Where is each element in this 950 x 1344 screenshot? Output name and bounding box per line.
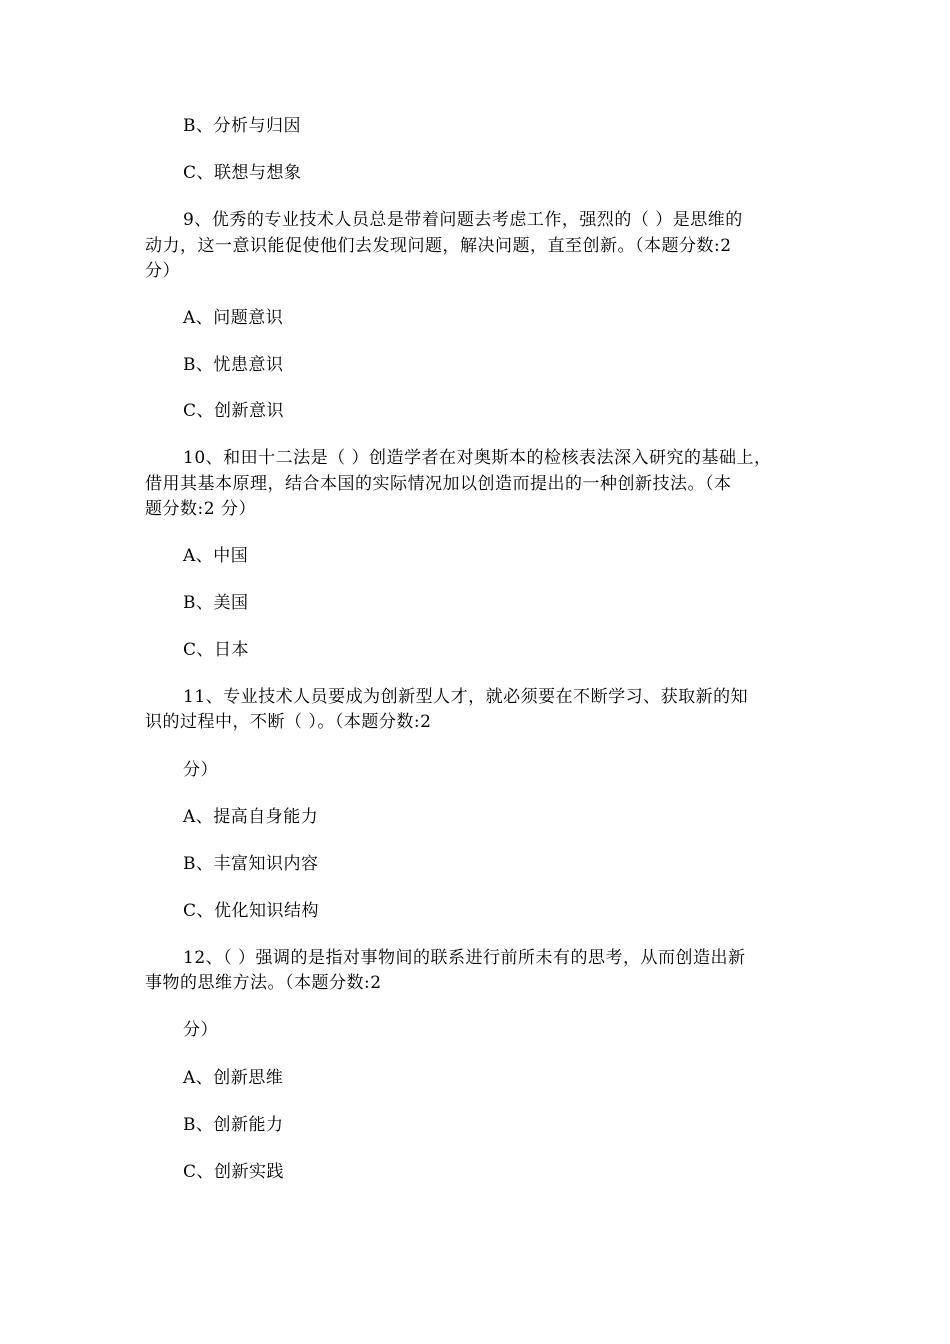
question-11-line-1: 11、专业技术人员要成为创新型人才，就必须要在不断学习、获取新的知 — [183, 687, 749, 707]
question-9-line-1: 9、优秀的专业技术人员总是带着问题去考虑工作，强烈的（ ）是思维的 — [183, 210, 743, 230]
question-11-line-2: 识的过程中，不断（ ）。（本题分数:2 — [145, 712, 432, 732]
question-11-option-a: A、提高自身能力 — [183, 807, 319, 827]
option-prev-b: B、分析与归因 — [183, 116, 301, 136]
question-12-option-b: B、创新能力 — [183, 1115, 284, 1135]
question-11-line-3: 分） — [183, 760, 218, 780]
question-10-option-b: B、美国 — [183, 593, 249, 613]
question-12-line-1: 12、（ ）强调的是指对事物间的联系进行前所未有的思考，从而创造出新 — [183, 948, 746, 968]
question-10-option-a: A、中国 — [183, 546, 249, 566]
question-10-option-c: C、日本 — [183, 640, 250, 660]
question-11-option-c: C、优化知识结构 — [183, 901, 320, 921]
question-12-line-3: 分） — [183, 1020, 218, 1040]
question-12-line-2: 事物的思维方法。（本题分数:2 — [145, 973, 382, 993]
question-10-line-1: 10、和田十二法是（ ）创造学者在对奥斯本的检核表法深入研究的基础上， — [183, 448, 772, 468]
question-11-option-b: B、丰富知识内容 — [183, 854, 319, 874]
question-10-line-2: 借用其基本原理，结合本国的实际情况加以创造而提出的一种创新技法。（本 — [145, 474, 732, 494]
question-9-option-b: B、忧患意识 — [183, 355, 284, 375]
question-9-option-a: A、问题意识 — [183, 308, 284, 328]
question-9-option-c: C、创新意识 — [183, 401, 285, 421]
option-prev-c: C、联想与想象 — [183, 163, 302, 183]
question-10-line-3: 题分数:2 分） — [145, 499, 256, 519]
question-9-line-3: 分） — [145, 261, 180, 281]
question-12-option-a: A、创新思维 — [183, 1068, 284, 1088]
question-9-line-2: 动力，这一意识能促使他们去发现问题，解决问题，直至创新。（本题分数:2 — [145, 236, 732, 256]
question-12-option-c: C、创新实践 — [183, 1162, 285, 1182]
